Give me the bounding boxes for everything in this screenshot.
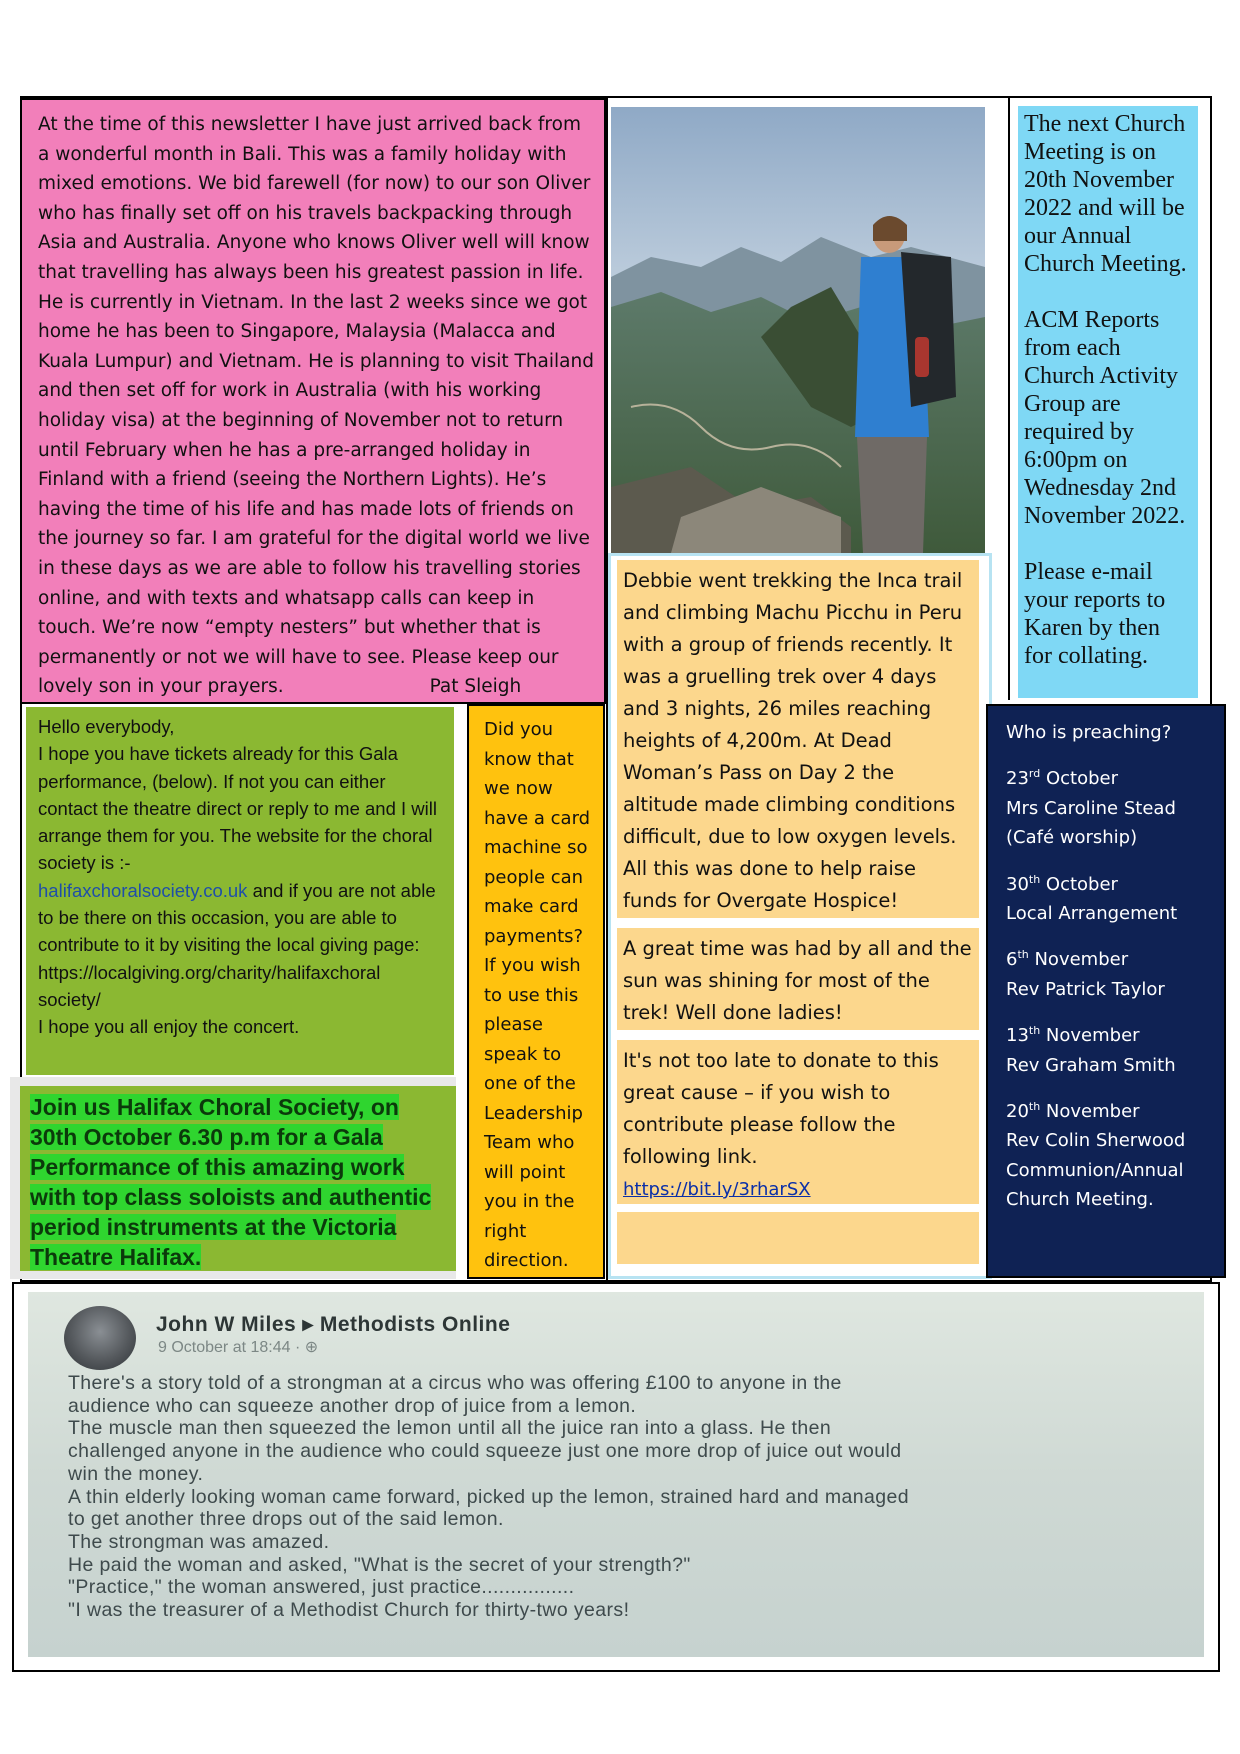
post-line: to get another three drops out of the said lemon. bbox=[68, 1508, 504, 1531]
preaching-date bbox=[1006, 1021, 1216, 1050]
preaching-entry bbox=[1006, 1097, 1216, 1215]
donate-note bbox=[617, 1040, 979, 1204]
post-line: There's a story told of a strongman at a circus who was offering £100 to anyone in the bbox=[68, 1372, 842, 1394]
facebook-post-screenshot bbox=[28, 1292, 1204, 1657]
preaching-day: 23 bbox=[1006, 768, 1029, 790]
localgiving-url[interactable]: https://localgiving.org/charity/halifaxchoral society/ bbox=[38, 961, 381, 1010]
preacher-name: (Café worship) bbox=[1006, 827, 1138, 849]
email-reports-text: Please e-mail your reports to Karen by then for collating. bbox=[1024, 559, 1166, 669]
gala-text: Join us Halifax Choral Society, on 30th October 6.30 p.m for a Gala Performance of this amazing work with top class soloists and authentic period instruments at the Victoria Theatre Halifax. bbox=[30, 1094, 432, 1270]
inca-trail-article bbox=[617, 560, 979, 918]
donate-link[interactable]: https://bit.ly/3rharSX bbox=[623, 1179, 811, 1200]
oliver-travel-article bbox=[20, 98, 606, 704]
trekking-photo bbox=[611, 107, 985, 553]
donate-text: It's not too late to donate to this great cause – if you wish to contribute please follow the following link. bbox=[623, 1049, 939, 1168]
preaching-month: October bbox=[1040, 768, 1118, 790]
preaching-day-suffix: th bbox=[1017, 948, 1029, 962]
card-machine-notice bbox=[467, 704, 605, 1279]
post-line: win the money. bbox=[68, 1462, 204, 1485]
post-date: 9 October at 18:44 · ⊕ bbox=[158, 1339, 319, 1356]
card-machine-text: Did you know that we now have a card machine so people can make card payments? If you wish to use this please speak to one of the Leadership Team who will point you in the right direction. bbox=[484, 719, 591, 1271]
post-author: John W Miles ▸ Methodists Online bbox=[156, 1313, 511, 1336]
post-line: challenged anyone in the audience who could squeeze just one more drop of juice out would bbox=[68, 1440, 902, 1463]
preacher-name: Communion/Annual bbox=[1006, 1159, 1184, 1181]
preaching-entry bbox=[1006, 870, 1216, 929]
preaching-date bbox=[1006, 764, 1216, 793]
preaching-day: 13 bbox=[1006, 1025, 1029, 1047]
oliver-article-signature: Pat Sleigh bbox=[429, 676, 522, 698]
post-line: He paid the woman and asked, "What is the secret of your strength?" bbox=[68, 1553, 691, 1576]
preaching-entry bbox=[1006, 764, 1216, 852]
choral-closing: I hope you all enjoy the concert. bbox=[38, 1016, 300, 1038]
post-line: A thin elderly looking woman came forward, picked up the lemon, strained hard and managed bbox=[68, 1485, 909, 1508]
trekking-photo-image bbox=[611, 107, 985, 553]
choral-website-link[interactable]: halifaxchoralsociety.co.uk bbox=[38, 879, 248, 901]
choral-body bbox=[38, 740, 446, 1013]
preaching-month: November bbox=[1040, 1101, 1140, 1123]
divider-line bbox=[606, 98, 608, 1282]
preaching-day-suffix: th bbox=[1028, 872, 1041, 886]
avatar bbox=[64, 1306, 136, 1370]
post-line: The strongman was amazed. bbox=[68, 1530, 330, 1553]
post-line: "Practice," the woman answered, just practice................ bbox=[68, 1576, 575, 1599]
preaching-entry bbox=[1006, 1021, 1216, 1080]
preaching-date bbox=[1006, 870, 1216, 899]
choral-body-text: I hope you have tickets already for this Gala performance, (below). If not you can either contact the theatre direct or reply to me and I will arrange them for you. The website for the choral society is :- bbox=[38, 743, 437, 874]
preaching-date bbox=[1006, 1097, 1216, 1126]
empty-peach-box bbox=[617, 1212, 979, 1264]
post-line: audience who can squeeze another drop of juice from a lemon. bbox=[68, 1394, 637, 1417]
preacher-name: Rev Graham Smith bbox=[1006, 1054, 1176, 1076]
preaching-day-suffix: th bbox=[1028, 1024, 1041, 1038]
preaching-month: November bbox=[1040, 1025, 1140, 1047]
preacher-name: Rev Colin Sherwood bbox=[1006, 1130, 1186, 1152]
choral-society-message bbox=[26, 707, 454, 1075]
post-line: "I was the treasurer of a Methodist Church for thirty-two years! bbox=[68, 1599, 630, 1622]
preacher-name: Local Arrangement bbox=[1006, 903, 1178, 925]
divider-line bbox=[1008, 96, 1010, 700]
preaching-day-suffix: th bbox=[1028, 1100, 1041, 1114]
choral-body-text-2: and if you are not able to be there on this occasion, you are able to contribute to it by visiting the local giving page: bbox=[38, 879, 436, 956]
preaching-day: 30 bbox=[1006, 873, 1029, 895]
church-meeting-notice bbox=[1018, 106, 1198, 698]
post-body bbox=[68, 1372, 909, 1622]
preaching-month: November bbox=[1028, 949, 1129, 971]
choral-greeting: Hello everybody, bbox=[38, 716, 175, 737]
preaching-day-suffix: rd bbox=[1028, 767, 1041, 781]
preaching-entry bbox=[1006, 945, 1216, 1004]
preacher-name: Mrs Caroline Stead bbox=[1006, 797, 1176, 819]
preaching-date bbox=[1006, 945, 1216, 974]
great-time-note bbox=[617, 928, 979, 1030]
preaching-schedule bbox=[986, 704, 1226, 1278]
preaching-day: 6 bbox=[1006, 949, 1018, 971]
preaching-list bbox=[1006, 764, 1216, 1214]
post-line: The muscle man then squeezed the lemon until all the juice ran into a glass. He then bbox=[68, 1417, 832, 1440]
preaching-title: Who is preaching? bbox=[1006, 722, 1172, 743]
preaching-month: October bbox=[1040, 873, 1118, 895]
preaching-day: 20 bbox=[1006, 1101, 1029, 1123]
oliver-article-text: At the time of this newsletter I have just arrived back from a wonderful month in Bali. This was a family holiday with mixed emotions. We bid farewell (for now) to our son Oliver who has finally set off on his travels backpacking through Asia and Australia. Anyone who knows Oliver well will know that travelling has always been his greatest passion in life. He is currently in Vietnam. In the last 2 weeks since we got home he has been to Singapore, Malaysia (Malacca and Kuala Lumpur) and Vietnam. He is planning to visit Thailand and then set off for work in Australia (with his working holiday visa) at the beginning of November not to return until February when he has a pre-arranged holiday in Finland with a friend (seeing the Northern Lights). He’s having the time of his life and has made lots of friends on the journey so far. I am grateful for the digital world we live in these days as we are able to follow his travelling stories online, and with texts and whatsapp calls can keep in touch. We’re now “empty nesters” but whether that is permanently or not we will have to see. Please keep our lovely son in your prayers. bbox=[38, 114, 594, 698]
acm-reports-text: ACM Reports from each Church Activity Group are required by 6:00pm on Wednesday 2nd November 2022. bbox=[1024, 307, 1186, 529]
preacher-name: Rev Patrick Taylor bbox=[1006, 978, 1165, 1000]
great-time-text: A great time was had by all and the sun was shining for most of the trek! Well done ladies! bbox=[623, 937, 972, 1024]
inca-trail-text: Debbie went trekking the Inca trail and climbing Machu Picchu in Peru with a group of friends recently. It was a gruelling trek over 4 days and 3 nights, 26 miles reaching heights of 4,200m. At Dead Woman’s Pass on Day 2 the altitude made climbing conditions difficult, due to low oxygen levels. All this was done to help raise funds for Overgate Hospice! bbox=[623, 569, 963, 912]
gala-performance-announcement bbox=[20, 1086, 456, 1271]
meeting-date-text: The next Church Meeting is on 20th November 2022 and will be our Annual Church Meeting. bbox=[1024, 111, 1187, 277]
preacher-name: Church Meeting. bbox=[1006, 1189, 1154, 1211]
